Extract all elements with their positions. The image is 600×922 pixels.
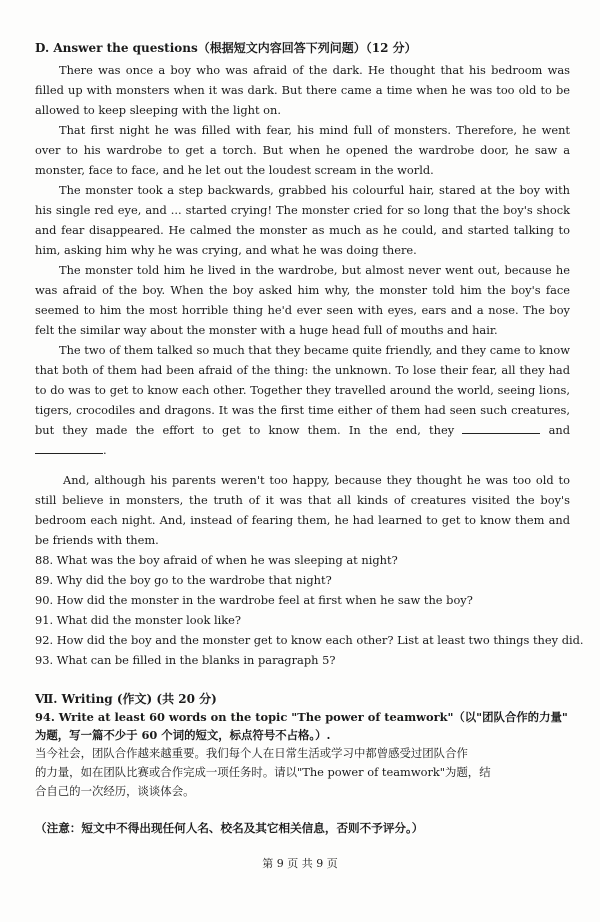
question-89: 89. Why did the boy go to the wardrobe that night?: [35, 573, 332, 587]
writing-prompt-line-3: 合自己的一次经历，谈谈体会。: [35, 784, 195, 798]
question-91: 91. What did the monster look like?: [35, 613, 242, 627]
paragraph-2: That first night he was filled with fear, his mind full of monsters. Therefore, he went over to his wardrobe to get a torch. But when he opened the wardrobe door, he saw a monster, face to face, and he let out the loudest scream in the world.: [35, 123, 570, 177]
paragraph-1: There was once a boy who was afraid of the dark. He thought that his bedroom was filled up with monsters when it was dark. But there came a time when he was too old to be allowed to keep sleeping with the light on.: [35, 63, 570, 117]
page-number: 第 9 页 共 9 页: [262, 857, 338, 870]
question-88: 88. What was the boy afraid of when he was sleeping at night?: [35, 553, 398, 567]
page-content: [35, 40, 584, 849]
writing-task-line-2: 为题，写一篇不少于 60 个词的短文，标点符号不占格。）.: [35, 728, 331, 742]
writing-heading: Ⅶ. Writing (作文) (共 20 分): [35, 692, 217, 706]
paragraph-3: The monster took a step backwards, grabbed his colourful hair, stared at the boy with his single red eye, and ... started crying! The monster cried for so long that the boy's shock and fear disappeared. He calmed the monster as much as he could, and started talking to him, asking him why he was crying, and what he was doing there.: [35, 183, 570, 257]
writing-task-line-1: 94. Write at least 60 words on the topic "The power of teamwork"（以"团队合作的力量": [35, 710, 568, 724]
writing-section: [35, 690, 570, 837]
question-92: 92. How did the boy and the monster get to know each other? List at least two things they did.: [35, 633, 584, 647]
question-90: 90. How did the monster in the wardrobe feel at first when he saw the boy?: [35, 593, 473, 607]
answer-blank-2[interactable]: [35, 441, 103, 454]
question-93: 93. What can be filled in the blanks in paragraph 5?: [35, 653, 336, 667]
paragraph-6: And, although his parents weren't too happy, because they thought he was too old to still believe in monsters, the truth of it was that all kinds of creatures visited the boy's bedroom each night. And, instead of fearing them, he had learned to get to know them and be friends with them.: [35, 473, 570, 547]
section-d-heading: D. Answer the questions（根据短文内容回答下列问题）（12 分）: [35, 41, 417, 55]
question-list: [35, 550, 584, 670]
writing-prompt-line-1: 当今社会，团队合作越来越重要。我们每个人在日常生活或学习中都曾感受过团队合作: [35, 746, 468, 760]
paragraph-4: The monster told him he lived in the wardrobe, but almost never went out, because he was afraid of the boy. When the boy asked him why, the monster told him the boy's face seemed to him the most horrible thing he'd ever seen with eyes, ears and a nose. The boy felt the similar way about the monster with a huge head full of mouths and hair.: [35, 263, 570, 337]
paragraph-5: [35, 340, 570, 460]
paragraph-5-text: The two of them talked so much that they became quite friendly, and they came to know that both of them had been afraid of the thing: the unknown. To lose their fear, all they had to do was to get to know each other. Together they travelled around the world, seeing lions, tigers, crocodiles and dragons. It was the first time either of them had seen such creatures, but they made the effort to get to know them. In the end, they: [35, 343, 570, 437]
writing-prompt-line-2: 的力量，如在团队比赛或合作完成一项任务时。请以"The power of teamwork"为题，结: [35, 765, 491, 779]
paragraph-5-connector: and: [548, 423, 571, 437]
paragraph-5-end: .: [103, 443, 107, 457]
answer-blank-1[interactable]: [462, 421, 540, 434]
writing-notice: （注意：短文中不得出现任何人名、校名及其它相关信息，否则不予评分。）: [35, 821, 424, 835]
